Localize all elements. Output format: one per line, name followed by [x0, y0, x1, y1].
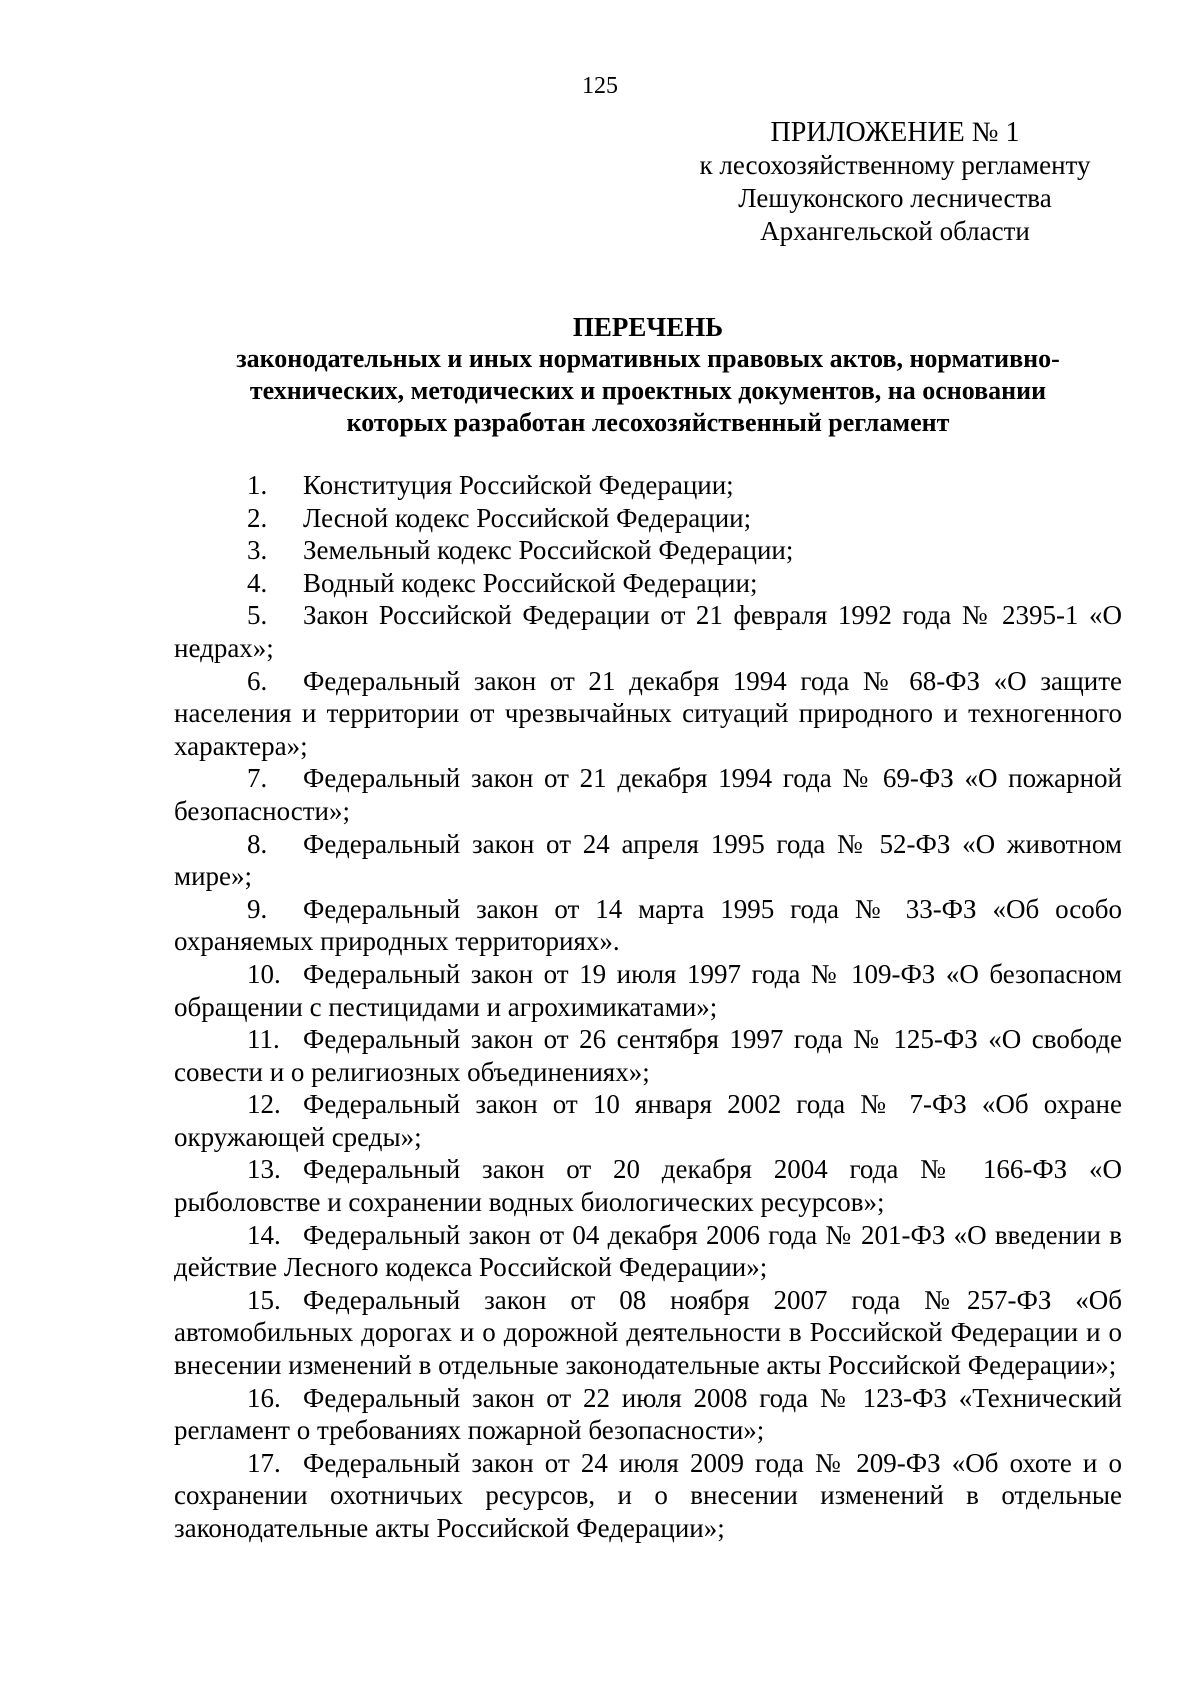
list-item-number: 15. — [247, 1284, 281, 1315]
list-item-number: 16. — [247, 1382, 281, 1413]
list-item-number: 2. — [247, 502, 268, 533]
list-item-number: 7. — [247, 763, 268, 794]
list-item-number: 12. — [247, 1089, 281, 1120]
list-item — [174, 1153, 1122, 1218]
list-item-text: Федеральный закон от 20 декабря 2004 года № 166-ФЗ «О рыболовстве и сохранении водных биологических ресурсов»; — [174, 1154, 1122, 1218]
list-item — [174, 665, 1122, 763]
list-item-number: 9. — [247, 893, 268, 924]
documents-list — [174, 469, 1122, 1545]
list-item — [174, 1447, 1122, 1545]
list-item — [174, 502, 1122, 535]
list-item-number: 17. — [247, 1447, 281, 1478]
list-item-number: 5. — [247, 600, 268, 631]
appendix-label: ПРИЛОЖЕНИЕ № 1 — [770, 117, 1020, 148]
list-item-text: Федеральный закон от 10 января 2002 года № 7-ФЗ «Об охране окружающей среды»; — [174, 1089, 1122, 1152]
list-item-text: Федеральный закон от 14 марта 1995 года № 33-ФЗ «Об особо охраняемых природных территориях». — [174, 893, 1122, 957]
list-item — [174, 599, 1122, 664]
list-item — [174, 893, 1122, 958]
list-item-number: 11. — [247, 1024, 280, 1055]
list-item — [174, 1382, 1122, 1447]
list-item — [174, 762, 1122, 827]
list-item — [174, 1088, 1122, 1153]
list-item-text: Лесной кодекс Российской Федерации; — [303, 502, 752, 533]
list-item-text: Водный кодекс Российской Федерации; — [303, 567, 758, 598]
page-number: 125 — [582, 73, 618, 99]
list-item — [174, 1284, 1122, 1382]
list-item-number: 1. — [247, 470, 268, 500]
list-item-text: Федеральный закон от 19 июля 1997 года № 109-ФЗ «О безопасном обращении с пестицидами и агрохимикатами»; — [174, 958, 1122, 1022]
list-item-text: Федеральный закон от 22 июля 2008 года № 123-ФЗ «Технический регламент о требованиях пожарной безопасности»; — [174, 1382, 1122, 1446]
list-item — [174, 828, 1122, 893]
list-item-text: Федеральный закон от 21 декабря 1994 года № 68-ФЗ «О защите населения и территории от чрезвычайных ситуаций природного и техногенного характера»; — [174, 665, 1122, 761]
list-item-text: Федеральный закон от 24 апреля 1995 года № 52-ФЗ «О животном мире»; — [174, 828, 1122, 892]
list-item-text: Федеральный закон от 04 декабря 2006 года № 201-ФЗ «О введении в действие Лесного кодекса Российской Федерации»; — [174, 1219, 1122, 1283]
document-title — [174, 311, 1122, 439]
list-item-text: Федеральный закон от 21 декабря 1994 года № 69-ФЗ «О пожарной безопасности»; — [174, 763, 1122, 826]
list-item-text: Федеральный закон от 08 ноября 2007 года №257-ФЗ «Об автомобильных дорогах и о дорожной деятельности в Российской Федерации и о внесении изменений в отдельные законодательные акты Российской Федерации»; — [174, 1284, 1122, 1381]
list-item-number: 6. — [247, 665, 268, 696]
title-subtitle-line-1: законодательных и иных нормативных правовых актов, нормативно- — [236, 344, 1060, 373]
list-item-number: 10. — [247, 958, 281, 989]
title-subtitle-line-2: технических, методических и проектных документов, на основании — [249, 376, 1047, 405]
list-item-number: 14. — [247, 1219, 281, 1250]
title-main: ПЕРЕЧЕНЬ — [572, 312, 724, 342]
list-item-number: 4. — [247, 567, 268, 598]
list-item-number: 3. — [247, 535, 268, 566]
list-item-text: Закон Российской Федерации от 21 февраля 1992 года № 2395-1 «О недрах»; — [174, 600, 1122, 663]
list-item — [174, 469, 1122, 502]
list-item-text: Федеральный закон от 26 сентября 1997 года № 125-ФЗ «О свободе совести и о религиозных объединениях»; — [174, 1024, 1122, 1087]
list-item-number: 13. — [247, 1154, 281, 1185]
list-item-text: Федеральный закон от 24 июля 2009 года № 209-ФЗ «Об охоте и о сохранении охотничьих ресурсов, и о внесении изменений в отдельные законодательные акты Российской Федерации»; — [174, 1447, 1122, 1543]
list-item-text: Земельный кодекс Российской Федерации; — [303, 535, 794, 566]
list-item — [174, 1023, 1122, 1088]
list-item — [174, 958, 1122, 1023]
appendix-forestry: Лешуконского лесничества — [738, 183, 1052, 213]
list-item — [174, 534, 1122, 567]
list-item-text: Конституция Российской Федерации; — [303, 470, 734, 500]
appendix-region: Архангельской области — [760, 216, 1030, 246]
list-item-number: 8. — [247, 828, 268, 859]
appendix-reference: к лесохозяйственному регламенту — [699, 150, 1091, 180]
list-item — [174, 1219, 1122, 1284]
title-subtitle-line-3: которых разработан лесохозяйственный регламент — [346, 408, 950, 437]
appendix-header — [660, 116, 1130, 248]
list-item — [174, 567, 1122, 600]
